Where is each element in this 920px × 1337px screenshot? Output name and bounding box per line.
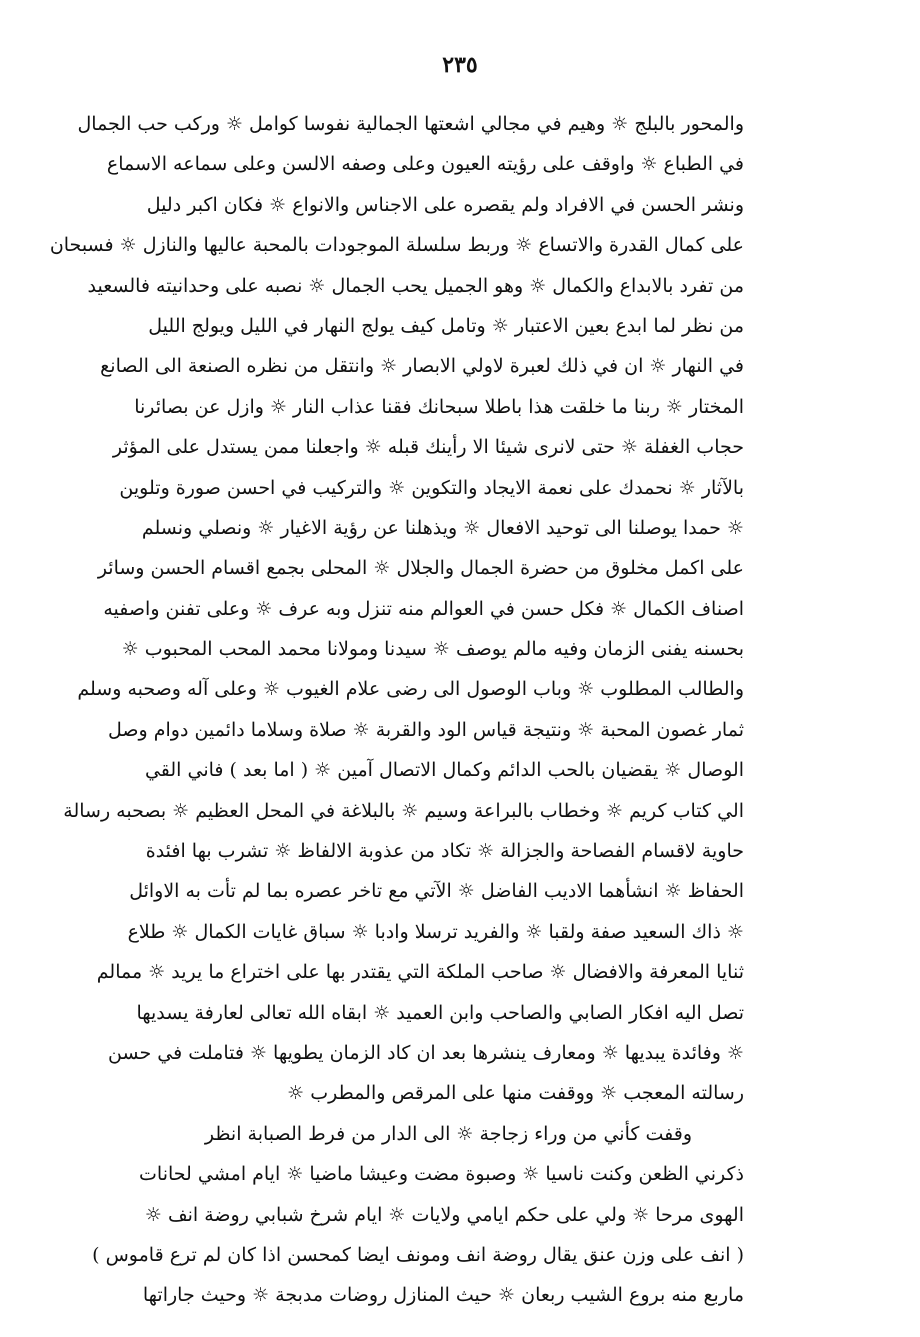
text-line: بالآثار ☼ نحمدك على نعمة الايجاد والتكوين ☼ والتركيب في احسن صورة وتلوين xyxy=(119,476,744,499)
text-line: والمحور بالبلج ☼ وهيم في مجالي اشعتها الجمالية نفوسا كوامل ☼ وركب حب الجمال xyxy=(77,113,744,135)
text-line: الحفاظ ☼ انشأهما الاديب الفاضل ☼ الآتي مع تاخر عصره بما لم تأت به الاوائل xyxy=(129,880,744,903)
body-text xyxy=(49,104,744,1316)
verse-line: وقفت كأني من وراء زجاجة ☼ الى الدار من فرط الصبابة انظر xyxy=(204,1122,692,1145)
text-line: حجاب الغفلة ☼ حتى لانرى شيئا الا رأينك قبله ☼ واجعلنا ممن يستدل على المؤثر xyxy=(112,436,744,459)
text-line: اصناف الكمال ☼ فكل حسن في العوالم منه تنزل وبه عرف ☼ وعلى تفنن واصفيه xyxy=(103,597,744,620)
text-line: الوصال ☼ يقضيان بالحب الدائم وكمال الاتصال آمين ☼ ( اما بعد ) فاني القي xyxy=(144,759,744,782)
footnote-line: ( انف على وزن عنق يقال روضة انف ومونف ايضا كمحسن اذا كان لم ترع قاموس ) xyxy=(92,1243,744,1266)
text-line: الي كتاب كريم ☼ وخطاب بالبراعة وسيم ☼ بالبلاغة في المحل العظيم ☼ بصحبه رسالة xyxy=(63,799,744,822)
text-line: من تفرد بالابداع والكمال ☼ وهو الجميل يحب الجمال ☼ نصبه على وحدانيته فالسعيد xyxy=(87,274,744,297)
text-line: ذكرني الظعن وكنت ناسيا ☼ وصبوة مضت وعيشا ماضيا ☼ ايام امشي لحانات xyxy=(139,1163,744,1186)
text-line: في النهار ☼ ان في ذلك لعبرة لاولي الابصار ☼ وانتقل من نظره الصنعة الى الصانع xyxy=(100,355,744,378)
text-line: الهوى مرحا ☼ ولي على حكم ايامي ولايات ☼ ايام شرخ شبابي روضة انف ☼ xyxy=(144,1203,744,1226)
text-line: رسالته المعجب ☼ ووقفت منها على المرقص والمطرب ☼ xyxy=(287,1082,744,1105)
text-line: ☼ وفائدة يبديها ☼ ومعارف ينشرها بعد ان كاد الزمان يطويها ☼ فتاملت في حسن xyxy=(108,1041,744,1064)
text-line: ☼ حمدا يوصلنا الى توحيد الافعال ☼ ويذهلنا عن رؤية الاغيار ☼ ونصلي ونسلم xyxy=(141,516,744,539)
text-line: ثنايا المعرفة والافضال ☼ صاحب الملكة التي يقتدر بها على اختراع ما يريد ☼ ممالم xyxy=(96,961,744,984)
text-line: ونشر الحسن في الافراد ولم يقصره على الاجناس والانواع ☼ فكان اكبر دليل xyxy=(146,193,744,216)
text-line: في الطباع ☼ واوقف على رؤيته العيون وعلى وصفه الالسن وعلى سماعه الاسماع xyxy=(106,153,744,176)
text-line: المختار ☼ ربنا ما خلقت هذا باطلا سبحانك فقنا عذاب النار ☼ وازل عن بصائرنا xyxy=(134,395,744,418)
text-line: حاوية لاقسام الفصاحة والجزالة ☼ تكاد من عذوبة الالفاظ ☼ تشرب بها افئدة xyxy=(145,840,744,863)
text-line: ثمار غصون المحبة ☼ ونتيجة قياس الود والقربة ☼ صلاة وسلاما دائمين دوام وصل xyxy=(108,718,744,741)
text-line: بحسنه يفنى الزمان وفيه مالم يوصف ☼ سيدنا ومولانا محمد المحب المحبوب ☼ xyxy=(121,638,744,661)
text-line: من نظر لما ابدع بعين الاعتبار ☼ وتامل كيف يولج النهار في الليل ويولج الليل xyxy=(148,314,744,337)
text-line: على كمال القدرة والاتساع ☼ وربط سلسلة الموجودات بالمحبة عاليها والنازل ☼ فسبحان xyxy=(49,234,744,257)
text-line: ماربع منه بروع الشيب ربعان ☼ حيث المنازل روضات مدبجة ☼ وحيث جاراتها xyxy=(142,1284,744,1307)
text-line: والطالب المطلوب ☼ وباب الوصول الى رضى علام الغيوب ☼ وعلى آله وصحبه وسلم xyxy=(77,678,744,701)
text-line: على اكمل مخلوق من حضرة الجمال والجلال ☼ المحلى بجمع اقسام الحسن وسائر xyxy=(97,557,744,580)
text-line: تصل اليه افكار الصابي والصاحب وابن العميد ☼ ابقاه الله تعالى لعارفة يسديها xyxy=(136,1001,744,1024)
page-number: ٢٣٥ xyxy=(442,52,478,78)
text-line: ☼ ذاك السعيد صفة ولقبا ☼ والفريد ترسلا وادبا ☼ سباق غايات الكمال ☼ طلاع xyxy=(127,920,744,943)
